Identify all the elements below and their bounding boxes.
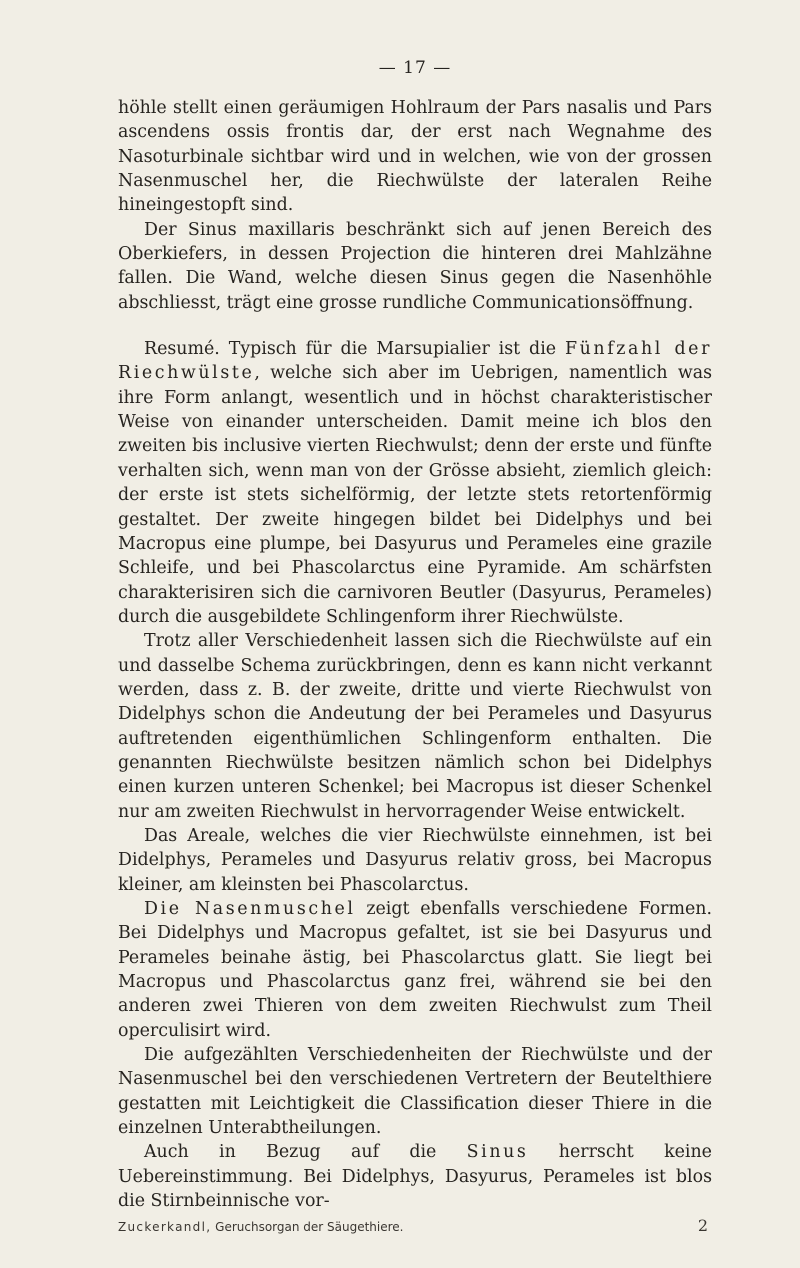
page-footer	[118, 1216, 712, 1235]
body-text	[118, 96, 712, 1213]
paragraph-2: Der Sinus maxillaris beschränkt sich auf jenen Bereich des Oberkiefers, in dessen Projection die hinteren drei Mahlzähne fallen. Die Wand, welche diesen Sinus gegen die Nasenhöhle abschliesst, trägt eine grosse rundliche Communicationsöffnung.	[118, 219, 712, 313]
paragraph-1: höhle stellt einen geräumigen Hohlraum der Pars nasalis und Pars ascendens ossis frontis dar, der erst nach Wegnahme des Nasoturbinale sichtbar wird und in welchen, wie von der grossen Nasenmuschel her, die Riechwülste der lateralen Reihe hineingestopft sind.	[118, 98, 712, 216]
footer-citation	[118, 1220, 404, 1234]
page-number: — 17 —	[378, 58, 452, 78]
paragraph-6: Die Nasenmuschel zeigt ebenfalls verschiedene Formen. Bei Didelphys und Macropus gefaltet, ist sie bei Dasyurus und Perameles beinahe ästig, bei Phascolarctus glatt. Sie liegt bei Macropus und Phascolarctus ganz frei, während sie bei den anderen zwei Thieren von dem zweiten Riechwulst zum Theil operculisirt wird.	[118, 899, 712, 1041]
resume-heading: Resumé.	[144, 339, 220, 360]
paragraph-3-resume: Resumé. Typisch für die Marsupialier ist die Fünfzahl der Riechwülste, welche sich aber im Uebrigen, namentlich was ihre Form anlangt, wesentlich und in höchst charakteristischer Weise von einander unterscheiden. Damit meine ich blos den zweiten bis inclusive vierten Riechwulst; denn der erste und fünfte verhalten sich, wenn man von der Grösse absieht, ziemlich gleich: der erste ist stets sichelförmig, der letzte stets retortenförmig gestaltet. Der zweite hingegen bildet bei Didelphys und bei Macropus eine plumpe, bei Dasyurus und Perameles eine grazile Schleife, und bei Phascolarctus eine Pyramide. Am schärfsten charakterisiren sich die carnivoren Beutler (Dasyurus, Perameles) durch die ausgebildete Schlingenform ihrer Riechwülste.	[118, 339, 712, 627]
paragraph-4: Trotz aller Verschiedenheit lassen sich die Riechwülste auf ein und dasselbe Schema zurückbringen, denn es kann nicht verkannt werden, dass z. B. der zweite, dritte und vierte Riechwulst von Didelphys schon die Andeutung der bei Perameles und Dasyurus auftretenden eigenthümlichen Schlingenform enthalten. Die genannten Riechwülste besitzen nämlich schon bei Didelphys einen kurzen unteren Schenkel; bei Macropus ist dieser Schenkel nur am zweiten Riechwulst in hervorragender Weise entwickelt.	[118, 631, 712, 822]
footer-title: Geruchsorgan der Säugethiere.	[211, 1220, 404, 1235]
emphasis-sinus: Sinus	[466, 1142, 529, 1163]
signature-mark: 2	[697, 1216, 708, 1236]
paragraph-5: Das Areale, welches die vier Riechwülste einnehmen, ist bei Didelphys, Perameles und Dasyurus relativ gross, bei Macropus kleiner, am kleinsten bei Phascolarctus.	[118, 825, 712, 895]
footer-author: Zuckerkandl,	[118, 1220, 212, 1235]
emphasis-fuenfzahl: Fünfzahl der Riechwülste	[118, 339, 712, 384]
emphasis-nasenmuschel: Die Nasenmuschel	[144, 899, 356, 919]
paragraph-7: Die aufgezählten Verschiedenheiten der Riechwülste und der Nasenmuschel bei den verschiedenen Vertretern der Beutelthiere gestatten mit Leichtigkeit die Classification dieser Thiere in die einzelnen Unterabtheilungen.	[118, 1045, 712, 1139]
paragraph-8: Auch in Bezug auf die Sinus herrscht keine Uebereinstimmung. Bei Didelphys, Dasyurus, Perameles ist blos die Stirnbeinnische vor-	[118, 1142, 712, 1212]
